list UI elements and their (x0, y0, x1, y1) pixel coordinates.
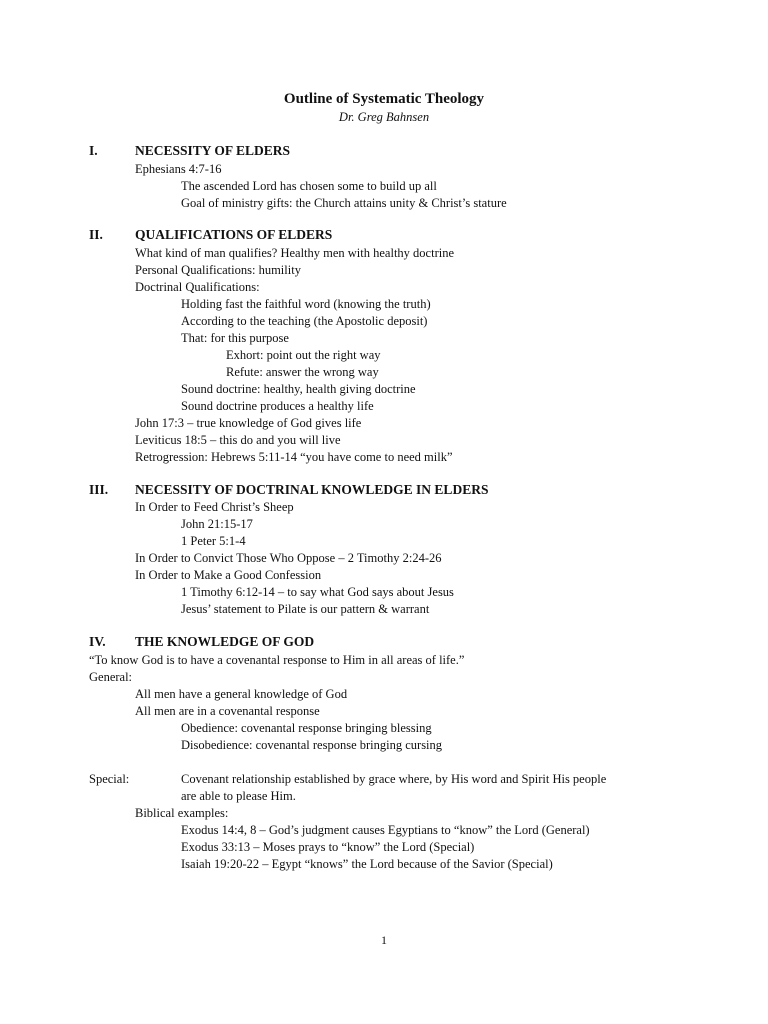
outline-line: That: for this purpose (181, 331, 289, 345)
outline-line: Goal of ministry gifts: the Church attains unity & Christ’s stature (181, 196, 507, 210)
outline-line: Sound doctrine produces a healthy life (181, 399, 374, 413)
outline-line: John 17:3 – true knowledge of God gives life (135, 416, 362, 430)
document-title: Outline of Systematic Theology (283, 91, 485, 107)
outline-line: All men have a general knowledge of God (135, 687, 348, 701)
outline-line: Exodus 33:13 – Moses prays to “know” the Lord (Special) (181, 840, 475, 854)
outline-line: Refute: answer the wrong way (226, 365, 379, 379)
outline-line: Isaiah 19:20-22 – Egypt “knows” the Lord because of the Savior (Special) (181, 857, 553, 871)
page-number: 1 (381, 933, 387, 947)
outline-line: Doctrinal Qualifications: (135, 280, 260, 294)
section-numeral: IV. (89, 634, 106, 649)
section-heading: NECESSITY OF ELDERS (135, 143, 291, 158)
section-heading: QUALIFICATIONS OF ELDERS (135, 227, 333, 242)
outline-line: In Order to Feed Christ’s Sheep (135, 500, 294, 514)
outline-line: Exhort: point out the right way (226, 348, 381, 362)
section-numeral: III. (89, 482, 109, 497)
outline-line: Ephesians 4:7-16 (135, 162, 222, 176)
outline-line: 1 Peter 5:1-4 (181, 534, 246, 548)
outline-line: In Order to Make a Good Confession (135, 568, 322, 582)
section-numeral: II. (89, 227, 103, 242)
outline-line: Holding fast the faithful word (knowing the truth) (181, 297, 431, 311)
definition-quote: “To know God is to have a covenantal response to Him in all areas of life.” (89, 653, 465, 667)
outline-line: Special: (89, 772, 130, 786)
document-author: Dr. Greg Bahnsen (338, 110, 430, 124)
outline-line: According to the teaching (the Apostolic deposit) (181, 314, 428, 328)
outline-line: Covenant relationship established by grace where, by His word and Spirit His people (181, 772, 607, 786)
section-heading: NECESSITY OF DOCTRINAL KNOWLEDGE IN ELDERS (135, 482, 489, 497)
section-heading: THE KNOWLEDGE OF GOD (135, 634, 315, 649)
outline-line: General: (89, 670, 133, 684)
outline-line: In Order to Convict Those Who Oppose – 2 Timothy 2:24-26 (135, 551, 442, 565)
outline-line: Jesus’ statement to Pilate is our pattern & warrant (181, 602, 430, 616)
outline-line: Exodus 14:4, 8 – God’s judgment causes Egyptians to “know” the Lord (General) (181, 823, 590, 837)
outline-line: All men are in a covenantal response (135, 704, 320, 718)
outline-line: 1 Timothy 6:12-14 – to say what God says about Jesus (181, 585, 454, 599)
outline-line: are able to please Him. (181, 789, 296, 803)
outline-line: Leviticus 18:5 – this do and you will live (135, 433, 341, 447)
section-numeral: I. (89, 143, 98, 158)
outline-line: Biblical examples: (135, 806, 229, 820)
outline-line: Disobedience: covenantal response bringing cursing (181, 738, 443, 752)
outline-line: Sound doctrine: healthy, health giving doctrine (181, 382, 416, 396)
outline-line: Obedience: covenantal response bringing blessing (181, 721, 432, 735)
outline-line: Retrogression: Hebrews 5:11-14 “you have come to need milk” (135, 450, 453, 464)
outline-line: What kind of man qualifies? Healthy men with healthy doctrine (135, 246, 455, 260)
outline-line: John 21:15-17 (181, 517, 253, 531)
outline-line: The ascended Lord has chosen some to build up all (181, 179, 437, 193)
outline-line: Personal Qualifications: humility (135, 263, 301, 277)
